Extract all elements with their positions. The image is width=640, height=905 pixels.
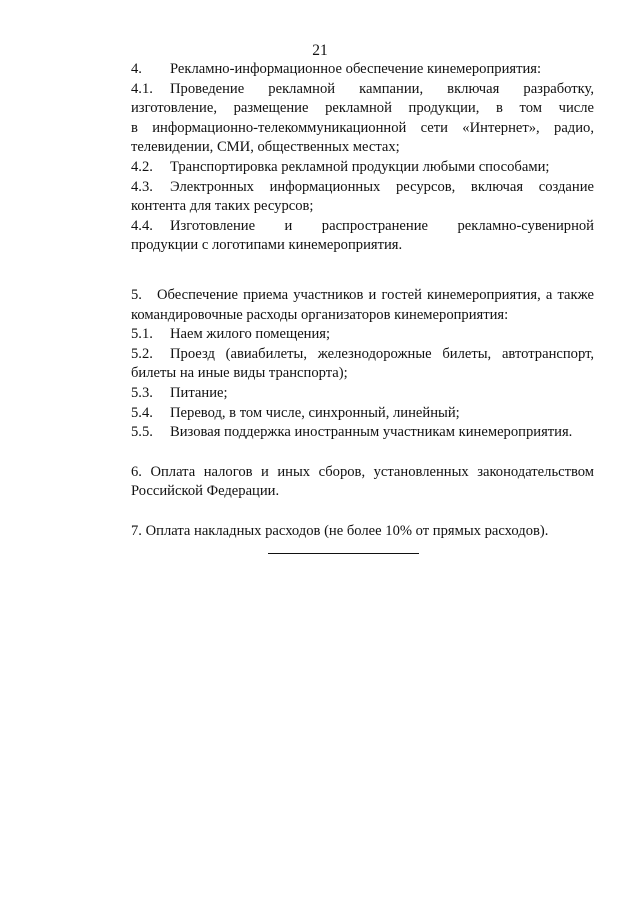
- page-number: 21: [312, 42, 328, 59]
- item-4-4: [131, 217, 594, 256]
- item-text-line: Проезд (авиабилеты, железнодорожные билеты, автотранспорт,: [170, 345, 594, 362]
- item-number: 5.2.: [131, 345, 153, 362]
- section-6: [131, 463, 594, 502]
- document-body: [131, 60, 594, 541]
- section-number: 4.: [131, 61, 142, 77]
- section-title: Обеспечение приема участников и гостей кинемероприятия, а также: [157, 286, 594, 303]
- section-text-line: 7. Оплата накладных расходов (не более 10% от прямых расходов).: [131, 522, 549, 539]
- item-text-line: Проведение рекламной кампании, включая разработку,: [170, 80, 594, 97]
- section-text-line: Российской Федерации.: [131, 483, 280, 500]
- item-number: 4.1.: [131, 80, 153, 97]
- item-text-line: Визовая поддержка иностранным участникам кинемероприятия.: [170, 424, 573, 441]
- item-number: 5.4.: [131, 404, 153, 421]
- item-number: 5.1.: [131, 326, 153, 343]
- item-4-3: [131, 178, 594, 217]
- item-text-line: Питание;: [170, 384, 228, 401]
- item-text-line: в информационно-телекоммуникационной сети «Интернет», радио,: [131, 119, 594, 136]
- item-5-1: [131, 325, 594, 345]
- item-text-line: продукции с логотипами кинемероприятия.: [131, 237, 403, 254]
- item-4-1: [131, 80, 594, 158]
- item-5-3: [131, 384, 594, 404]
- item-text-line: Транспортировка рекламной продукции любыми способами;: [170, 158, 550, 175]
- item-4-2: [131, 158, 594, 178]
- closing-rule-divider: [268, 553, 419, 554]
- section-number: 5.: [131, 286, 142, 303]
- item-text-line: Изготовление и распространение рекламно-сувенирной: [170, 217, 594, 234]
- section-5-heading: [131, 286, 594, 325]
- item-text-line: Перевод, в том числе, синхронный, линейный;: [170, 404, 460, 421]
- section-text-line: 6. Оплата налогов и иных сборов, установленных законодательством: [131, 463, 594, 480]
- section-title: командировочные расходы организаторов кинемероприятия:: [131, 306, 509, 323]
- section-4-heading: [131, 60, 594, 80]
- item-text-line: Электронных информационных ресурсов, включая создание: [170, 178, 594, 195]
- item-5-5: [131, 423, 594, 443]
- item-number: 5.5.: [131, 424, 153, 441]
- item-number: 4.3.: [131, 178, 153, 195]
- item-5-2: [131, 345, 594, 384]
- item-text-line: Наем жилого помещения;: [170, 326, 331, 343]
- item-text-line: контента для таких ресурсов;: [131, 198, 314, 215]
- item-text-line: телевидении, СМИ, общественных местах;: [131, 139, 400, 156]
- item-text-line: изготовление, размещение рекламной продукции, в том числе: [131, 100, 594, 117]
- item-number: 4.2.: [131, 158, 153, 175]
- item-number: 5.3.: [131, 384, 153, 401]
- section-7: [131, 522, 594, 542]
- item-number: 4.4.: [131, 217, 153, 234]
- item-text-line: билеты на иные виды транспорта);: [131, 365, 348, 382]
- item-5-4: [131, 404, 594, 424]
- section-title: Рекламно-информационное обеспечение кинемероприятия:: [170, 61, 542, 77]
